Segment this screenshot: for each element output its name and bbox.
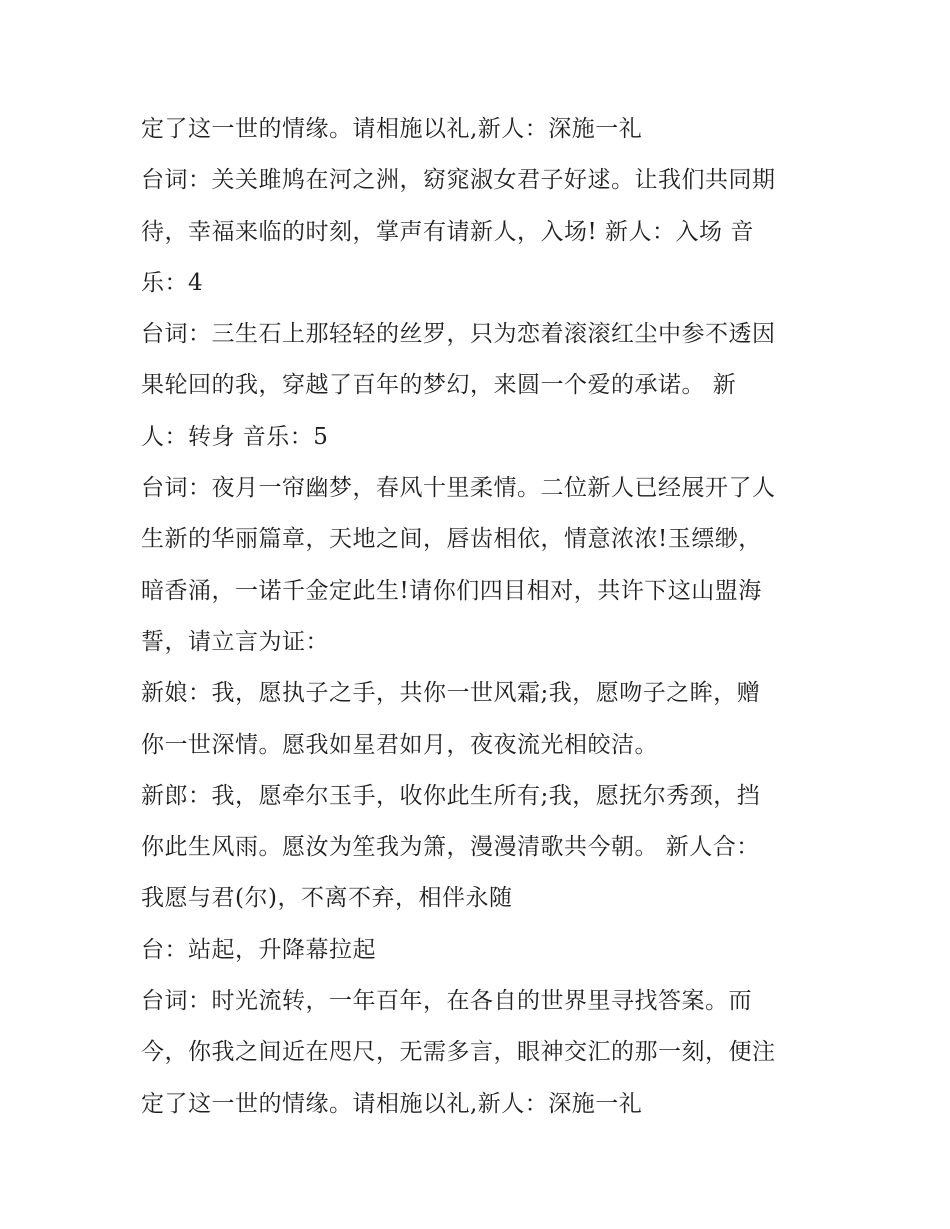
text-line: 新郎：我，愿牵尔玉手，收你此生所有;我，愿抚尔秀颈，挡 xyxy=(141,782,761,809)
text-line: 台词：三生石上那轻轻的丝罗，只为恋着滚滚红尘中参不透因 xyxy=(141,321,776,348)
text-line: 乐：4 xyxy=(141,269,204,296)
text-line: 我愿与君(尔)，不离不弃，相伴永随 xyxy=(141,885,513,912)
document-body xyxy=(141,104,821,1130)
text-line: 果轮回的我，穿越了百年的梦幻，来圆一个爱的承诺。 新 xyxy=(141,372,737,399)
text-line: 暗香涌，一诺千金定此生!请你们四目相对，共许下这山盟海 xyxy=(141,577,762,604)
text-line: 人：转身 音乐：5 xyxy=(141,423,329,450)
text-line: 待，幸福来临的时刻，掌声有请新人，入场! 新人：入场 音 xyxy=(141,218,754,245)
text-line: 新娘：我，愿执子之手，共你一世风霜;我，愿吻子之眸，赠 xyxy=(141,680,761,707)
text-line: 定了这一世的情缘。请相施以礼,新人：深施一礼 xyxy=(141,1090,643,1117)
text-line: 你此生风雨。愿汝为笙我为箫，漫漫清歌共今朝。 新人合： xyxy=(141,834,760,861)
text-line: 台词：时光流转，一年百年，在各自的世界里寻找答案。而 xyxy=(141,988,752,1015)
text-line: 誓，请立言为证： xyxy=(141,628,329,655)
text-line: 台词：关关雎鸠在河之洲，窈窕淑女君子好逑。让我们共同期 xyxy=(141,167,776,194)
text-line: 台：站起，升降幕拉起 xyxy=(141,936,376,963)
text-line: 生新的华丽篇章，天地之间，唇齿相依，情意浓浓!玉缥缈， xyxy=(141,526,762,553)
text-line: 今，你我之间近在咫尺，无需多言，眼神交汇的那一刻，便注 xyxy=(141,1039,776,1066)
text-line: 定了这一世的情缘。请相施以礼,新人：深施一礼 xyxy=(141,116,643,142)
text-line: 你一世深情。愿我如星君如月，夜夜流光相皎洁。 xyxy=(141,731,658,758)
text-line: 台词：夜月一帘幽梦，春风十里柔情。二位新人已经展开了人 xyxy=(141,475,776,502)
